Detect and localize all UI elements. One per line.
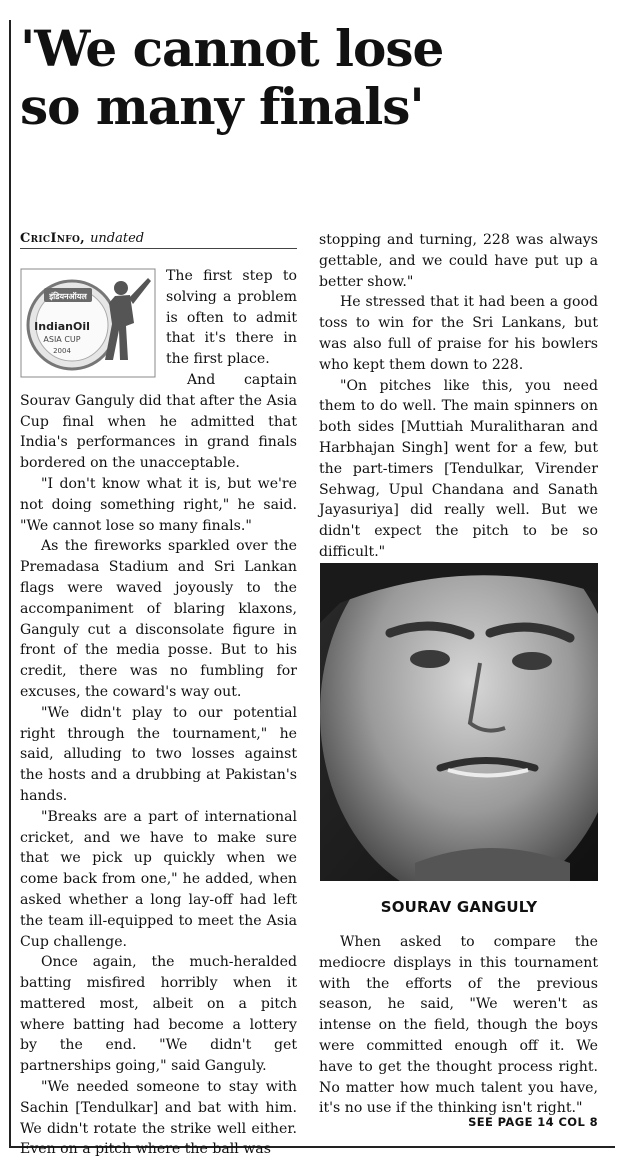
paragraph: "We didn't play to our potential right through the tournament," he said, alluding to two losses against the hosts and a drubbing at Pakistan's hands.: [20, 704, 297, 804]
logo-hindi-text: इंडियनऑयल: [49, 292, 87, 301]
portrait-photo-graphic: [320, 563, 598, 881]
byline: [20, 227, 297, 249]
logo-event-text: ASIA CUP: [43, 335, 81, 344]
logo-year-text: 2004: [53, 347, 71, 355]
paragraph: stopping and turning, 228 was always gettable, and we could have put up a better show.": [319, 232, 598, 290]
byline-date: undated: [90, 231, 145, 246]
logo-brand-text: IndianOil: [34, 320, 90, 333]
asia-cup-logo: [20, 268, 156, 378]
paragraph: "We needed someone to stay with Sachin [Tendulkar] and bat with him. We didn't rotate the strike well either. Even on a pitch where the ball was: [20, 1079, 297, 1158]
article-column-right: [319, 230, 598, 563]
column-rule-left: [9, 20, 11, 1146]
paragraph: The first step to solving a problem is often to admit that it's there in the first place.: [166, 268, 297, 368]
paragraph: When asked to compare the mediocre displays in this tournament with the efforts of the previous season, he said, "We weren't as intense on the field, though the boys were committed enough off it. We have to get the thought process right. No matter how much talent you have, it's no use if the thinking isn't right.": [319, 934, 598, 1117]
article-column-right-continued: [319, 932, 598, 1119]
article-column-left: [20, 266, 297, 1160]
paragraph: And captain Sourav Ganguly did that after the Asia Cup final when he admitted that India's performances in grand finals bordered on the unacceptable.: [20, 371, 297, 472]
paragraph: As the fireworks sparkled over the Premadasa Stadium and Sri Lankan flags were waved joyously to the accompaniment of blaring klaxons, Ganguly cut a disconsolate figure in front of the media posse. But to his credit, there was no fumbling for excuses, the coward's way out.: [20, 538, 297, 700]
photo-caption: SOURAV GANGULY: [380, 898, 538, 916]
asia-cup-logo-graphic: [20, 268, 156, 378]
paragraph: "Breaks are a part of international cricket, and we have to make sure that we pick up quickly when we come back from one," he added, when asked whether a long lay-off had left the team ill-equipped to meet the Asia Cup challenge.: [20, 808, 297, 950]
paragraph: Once again, the much-heralded batting misfired horribly when it mattered most, albeit on a pitch where batting had become a lottery by the end. "We didn't get partnerships going," said Ganguly.: [20, 954, 297, 1075]
portrait-photo: [320, 563, 598, 881]
byline-source: CricInfo,: [20, 231, 85, 246]
paragraph: "I don't know what it is, but we're not doing something right," he said. "We cannot lose so many finals.": [20, 475, 297, 534]
headline-line-1: 'We cannot lose: [20, 19, 444, 78]
paragraph: "On pitches like this, you need them to do well. The main spinners on both sides [Muttiah Muralitharan and Harbhajan Singh] went for a few, but the part-timers [Tendulkar, Virender Sehwag, Upul Chandana and Sanath Jayasuriya] did really well. But we didn't expect the pitch to be so difficult.": [319, 377, 598, 560]
continuation-note: SEE PAGE 14 COL 8: [468, 1115, 598, 1129]
headline-line-2: so many finals': [20, 77, 424, 136]
paragraph: He stressed that it had been a good toss to win for the Sri Lankans, but was also full of praise for his bowlers who kept them down to 228.: [319, 294, 598, 373]
headline: [20, 20, 620, 136]
